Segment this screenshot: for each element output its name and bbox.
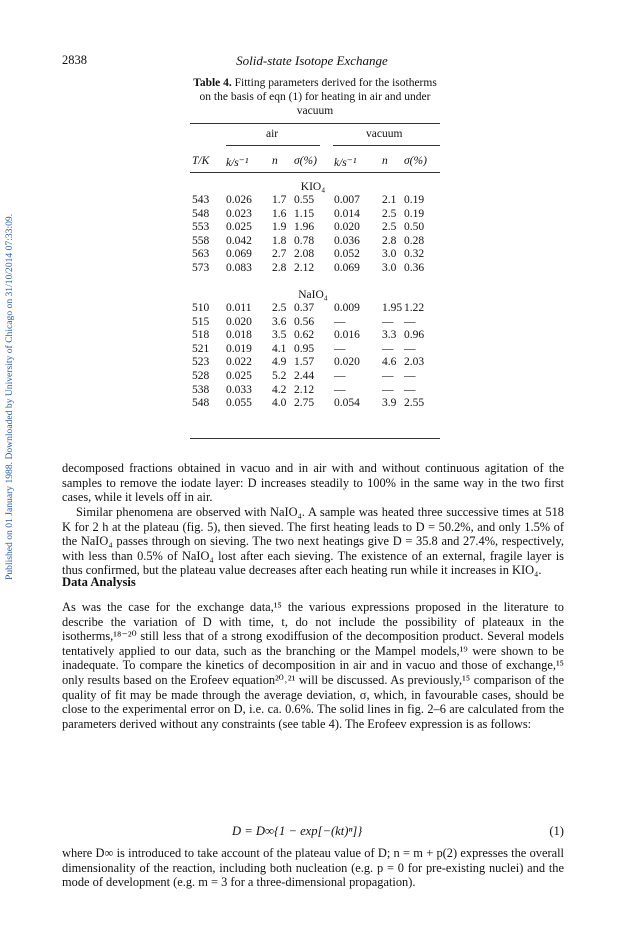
- cell-k-vacuum: —: [334, 342, 346, 355]
- cell-temperature: 573: [192, 262, 210, 274]
- table-row: [0, 235, 624, 248]
- cell-sigma-air: 0.37: [294, 302, 315, 314]
- cell-n-vacuum: 2.5: [382, 221, 397, 234]
- cell-sigma-vacuum: 0.28: [404, 234, 425, 247]
- table-row: [0, 221, 624, 234]
- cell-temperature: 523: [192, 356, 210, 369]
- table-row: [0, 397, 624, 410]
- cell-sigma-vacuum: —: [404, 315, 416, 328]
- table-row: [0, 384, 624, 397]
- cell-k-air: 0.019: [226, 342, 252, 355]
- cell-k-vacuum: 0.020: [334, 221, 360, 234]
- cell-sigma-air: 1.15: [294, 207, 315, 220]
- cell-temperature: 518: [192, 329, 210, 342]
- cell-sigma-vacuum: —: [404, 383, 416, 396]
- equation-erofeev: [62, 824, 564, 840]
- header-n-air: n: [272, 155, 278, 167]
- cell-k-air: 0.026: [226, 194, 252, 206]
- cell-k-vacuum: 0.014: [334, 207, 360, 220]
- cell-n-air: 1.6: [272, 207, 287, 220]
- cell-n-vacuum: 3.9: [382, 397, 397, 410]
- cell-n-air: 3.6: [272, 315, 287, 328]
- cell-k-vacuum: 0.052: [334, 248, 360, 261]
- cell-k-vacuum: —: [334, 383, 346, 396]
- cell-n-air: 1.8: [272, 234, 287, 247]
- cell-sigma-air: 0.78: [294, 234, 315, 247]
- cell-sigma-air: 0.56: [294, 315, 315, 328]
- header-k-vacuum: k/s⁻¹: [334, 157, 357, 169]
- cell-sigma-vacuum: —: [404, 342, 416, 355]
- cell-sigma-vacuum: 0.19: [404, 207, 425, 220]
- vacuum-group-rule: [333, 145, 440, 146]
- cell-sigma-vacuum: 2.55: [404, 397, 425, 410]
- table-row: [0, 329, 624, 342]
- header-sigma-air: σ(%): [294, 155, 317, 167]
- cell-n-vacuum: 2.1: [382, 194, 397, 206]
- cell-sigma-air: 1.96: [294, 221, 315, 234]
- cell-k-vacuum: 0.009: [334, 302, 360, 314]
- cell-temperature: 515: [192, 315, 210, 328]
- table-caption-text: Fitting parameters derived for the isotherms on the basis of eqn (1) for heating in air and under vacuum: [199, 77, 437, 117]
- cell-k-air: 0.083: [226, 262, 252, 274]
- cell-k-vacuum: 0.007: [334, 194, 360, 206]
- header-temperature: T/K: [192, 155, 210, 167]
- cell-k-air: 0.025: [226, 221, 252, 234]
- cell-sigma-air: 2.12: [294, 383, 315, 396]
- table-row: [0, 262, 624, 275]
- cell-temperature: 558: [192, 234, 210, 247]
- column-group-air: air: [266, 128, 279, 140]
- cell-n-vacuum: 4.6: [382, 356, 397, 369]
- cell-n-vacuum: —: [382, 315, 394, 328]
- cell-n-air: 4.1: [272, 342, 287, 355]
- cell-sigma-vacuum: 0.19: [404, 194, 425, 206]
- cell-k-air: 0.011: [226, 302, 252, 314]
- cell-k-vacuum: —: [334, 315, 346, 328]
- cell-temperature: 528: [192, 370, 210, 382]
- running-title: Solid-state Isotope Exchange: [236, 53, 388, 68]
- cell-n-air: 2.5: [272, 302, 287, 314]
- table-bottom-rule: [190, 438, 440, 439]
- cell-temperature: 548: [192, 207, 210, 220]
- table-row: [0, 302, 624, 315]
- column-group-vacuum: vacuum: [366, 128, 403, 140]
- cell-k-vacuum: 0.020: [334, 356, 360, 369]
- table-top-rule: [190, 123, 440, 124]
- cell-sigma-air: 1.57: [294, 356, 315, 369]
- cell-n-vacuum: 3.0: [382, 262, 397, 274]
- equation-number: (1): [549, 824, 564, 838]
- cell-n-vacuum: 3.3: [382, 329, 397, 342]
- cell-sigma-air: 0.95: [294, 342, 315, 355]
- cell-temperature: 548: [192, 397, 210, 410]
- cell-temperature: 510: [192, 302, 210, 314]
- cell-sigma-air: 2.12: [294, 262, 315, 274]
- table-row: [0, 194, 624, 207]
- cell-temperature: 538: [192, 383, 210, 396]
- header-sigma-vacuum: σ(%): [404, 155, 427, 167]
- cell-n-air: 2.8: [272, 262, 287, 274]
- table-row: [0, 316, 624, 329]
- table-row: [0, 370, 624, 383]
- cell-sigma-air: 2.08: [294, 248, 315, 261]
- cell-k-air: 0.022: [226, 356, 252, 369]
- cell-n-air: 3.5: [272, 329, 287, 342]
- cell-n-vacuum: 2.5: [382, 207, 397, 220]
- table-header-rule: [190, 172, 440, 173]
- cell-n-vacuum: —: [382, 342, 394, 355]
- cell-n-air: 4.2: [272, 383, 287, 396]
- cell-sigma-air: 0.62: [294, 329, 315, 342]
- header-k-air: k/s⁻¹: [226, 157, 249, 169]
- cell-temperature: 521: [192, 342, 210, 355]
- paragraph-data-analysis: As was the case for the exchange data,¹⁵ the various expressions proposed in the literature to describe the variation of D with time, t, do not include the possibility of plateaux in the isotherms,¹⁸⁻²⁰ still less that of a strong exodiffusion of the decomposition product. Several models tentatively applied to our data, such as the branching or the Mampel models,¹⁹ were shown to be inadequate. To compare the kinetics of decomposition in air and in vacuo and those of exchange,¹⁵ only results based on the Erofeev equation²⁰˒²¹ will be discussed. As previously,¹⁵ comparison of the quality of fit may be made through the average deviation, σ, which, in favourable cases, should be close to the experimental error on D, i.e. ca. 0.6%. The solid lines in fig. 2–6 are calculated from the parameters derived without any constraints (see table 4). The Erofeev expression is as follows:: [62, 600, 564, 731]
- table-row: [0, 343, 624, 356]
- section-heading-data-analysis: Data Analysis: [62, 575, 136, 589]
- cell-n-air: 4.9: [272, 356, 287, 369]
- cell-k-vacuum: —: [334, 370, 346, 382]
- cell-k-vacuum: 0.036: [334, 234, 360, 247]
- cell-n-air: 5.2: [272, 370, 287, 382]
- cell-n-vacuum: 2.8: [382, 234, 397, 247]
- cell-n-vacuum: 1.95: [382, 302, 403, 314]
- cell-n-air: 4.0: [272, 397, 287, 410]
- cell-sigma-air: 2.75: [294, 397, 315, 410]
- table-row: [0, 208, 624, 221]
- cell-sigma-vacuum: 0.96: [404, 329, 425, 342]
- page-number: 2838: [62, 53, 87, 67]
- cell-k-vacuum: 0.069: [334, 262, 360, 274]
- cell-k-air: 0.020: [226, 315, 252, 328]
- cell-k-air: 0.018: [226, 329, 252, 342]
- paragraph-naio4-phenomena: Similar phenomena are observed with NaIO₄. A sample was heated three successive times at 518 K for 2 h at the plateau (fig. 5), then sieved. The first heating leads to D = 50.2%, and only 1.5% of the NaIO₄ passes through on sieving. The two next heatings give D = 35.8 and 27.4%, respectively, with less than 0.5% of NaIO₄ lost after each sieving. The existence of an external, fragile layer is thus confirmed, but the plateau value decreases after each heating run while it increases in KIO₄.: [62, 505, 564, 578]
- cell-sigma-vacuum: 0.32: [404, 248, 425, 261]
- cell-sigma-vacuum: 1.22: [404, 302, 425, 314]
- cell-n-air: 2.7: [272, 248, 287, 261]
- cell-n-air: 1.9: [272, 221, 287, 234]
- paragraph-decomposed-fractions: decomposed fractions obtained in vacuo and in air with and without continuous agitation of the samples to remove the iodate layer: D increases steadily to 100% in the same way in the two first cases, while it levels off in air.: [62, 461, 564, 505]
- publication-sidebar-note: Published on 01 January 1988. Downloaded by University of Chicago on 31/10/2014 07:33:09.: [4, 213, 15, 580]
- cell-k-air: 0.033: [226, 383, 252, 396]
- header-n-vacuum: n: [382, 155, 388, 167]
- cell-k-air: 0.055: [226, 397, 252, 410]
- cell-sigma-vacuum: 0.50: [404, 221, 425, 234]
- cell-k-air: 0.023: [226, 207, 252, 220]
- cell-n-vacuum: —: [382, 383, 394, 396]
- cell-sigma-air: 0.55: [294, 194, 315, 206]
- cell-sigma-vacuum: 2.03: [404, 356, 425, 369]
- table-label: Table 4.: [193, 77, 232, 89]
- cell-n-vacuum: 3.0: [382, 248, 397, 261]
- cell-k-air: 0.042: [226, 234, 252, 247]
- cell-k-air: 0.025: [226, 370, 252, 382]
- table-row: [0, 356, 624, 369]
- cell-n-air: 1.7: [272, 194, 287, 206]
- cell-temperature: 563: [192, 248, 210, 261]
- table-row: [0, 248, 624, 261]
- section-heading-naio4: NaIO₄: [298, 289, 328, 301]
- cell-temperature: 553: [192, 221, 210, 234]
- cell-sigma-vacuum: 0.36: [404, 262, 425, 274]
- equation-expression: D = D∞{1 − exp[−(kt)ⁿ]}: [232, 824, 363, 838]
- cell-sigma-vacuum: —: [404, 370, 416, 382]
- section-heading-kio4: KIO₄: [300, 181, 326, 193]
- air-group-rule: [226, 145, 320, 146]
- cell-k-vacuum: 0.016: [334, 329, 360, 342]
- cell-k-vacuum: 0.054: [334, 397, 360, 410]
- cell-temperature: 543: [192, 194, 210, 206]
- cell-sigma-air: 2.44: [294, 370, 315, 382]
- cell-k-air: 0.069: [226, 248, 252, 261]
- table-caption: [190, 76, 440, 118]
- paragraph-erofeev-definitions: where D∞ is introduced to take account of the plateau value of D; n = m + p(2) expresses the overall dimensionality of the reaction, including both nucleation (e.g. p = 0 for pre-existing nuclei) and the mode of development (e.g. m = 3 for a three-dimensional propagation).: [62, 846, 564, 890]
- cell-n-vacuum: —: [382, 370, 394, 382]
